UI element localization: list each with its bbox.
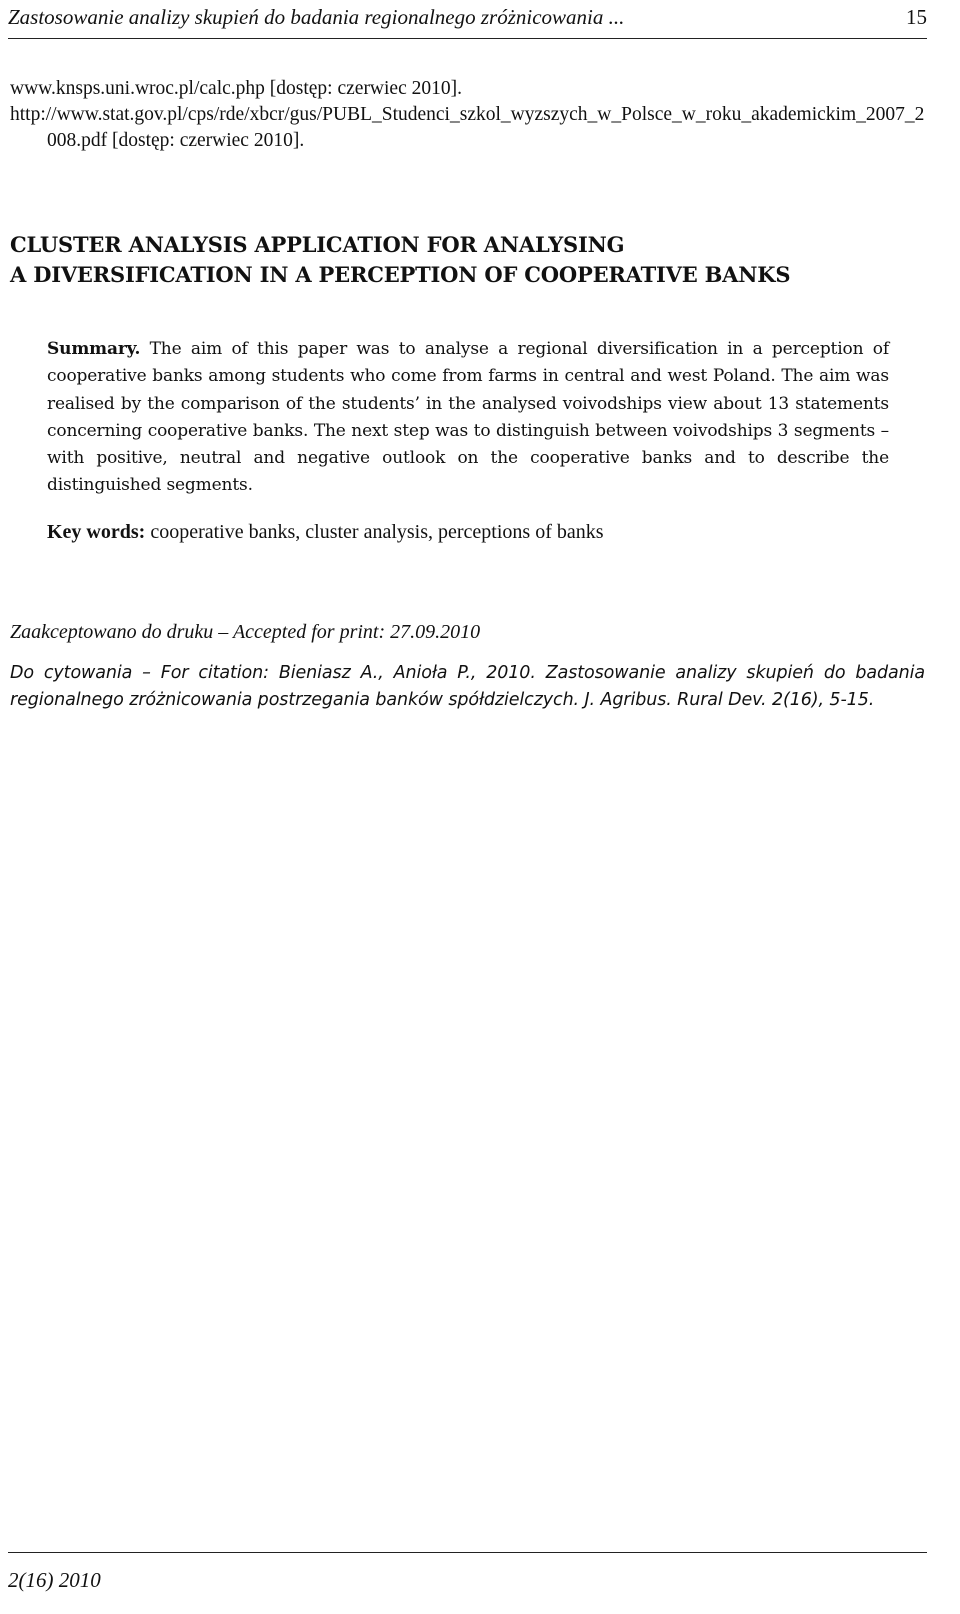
english-title-line-2: A DIVERSIFICATION IN A PERCEPTION OF COOPERATIVE BANKS [10, 262, 791, 287]
keywords-text: cooperative banks, cluster analysis, perceptions of banks [150, 521, 604, 543]
keywords [47, 518, 907, 546]
summary-label: Summary. [47, 339, 141, 359]
running-header-title: Zastosowanie analizy skupień do badania regionalnego zróżnicowania ... [8, 5, 625, 29]
summary-paragraph [47, 336, 889, 500]
accepted-for-print: Zaakceptowano do druku – Accepted for print: 27.09.2010 [10, 621, 481, 643]
running-footer [8, 1552, 927, 1595]
citation: Do cytowania – For citation: Bieniasz A., Anioła P., 2010. Zastosowanie analizy skupień do badania regionalnego zróżnicowania postrzegania banków spółdzielczych. J. Agribus. Rural Dev. 2(16), 5-15. [10, 663, 925, 710]
english-title [10, 230, 925, 290]
references-list [10, 76, 925, 154]
reference-item: www.knsps.uni.wroc.pl/calc.php [dostęp: czerwiec 2010]. [10, 78, 462, 99]
running-header [8, 2, 927, 39]
summary-text: The aim of this paper was to analyse a regional diversification in a perception of cooperative banks among students who come from farms in central and west Poland. The aim was realised by the comparison of the students’ in the analysed voivodships view about 13 statements concerning cooperative banks. The next step was to distinguish between voivodships 3 segments – with positive, neutral and negative outlook on the cooperative banks and to describe the distinguished segments. [47, 339, 889, 496]
english-title-line-1: CLUSTER ANALYSIS APPLICATION FOR ANALYSING [10, 232, 625, 257]
page-number: 15 [906, 5, 927, 29]
reference-item: http://www.stat.gov.pl/cps/rde/xbcr/gus/PUBL_Studenci_szkol_wyzszych_w_Polsce_w_roku_akademickim_2007_2008.pdf [dostęp: czerwiec 2010]. [10, 104, 925, 151]
issue-label: 2(16) 2010 [8, 1568, 101, 1592]
keywords-label: Key words: [47, 521, 146, 543]
